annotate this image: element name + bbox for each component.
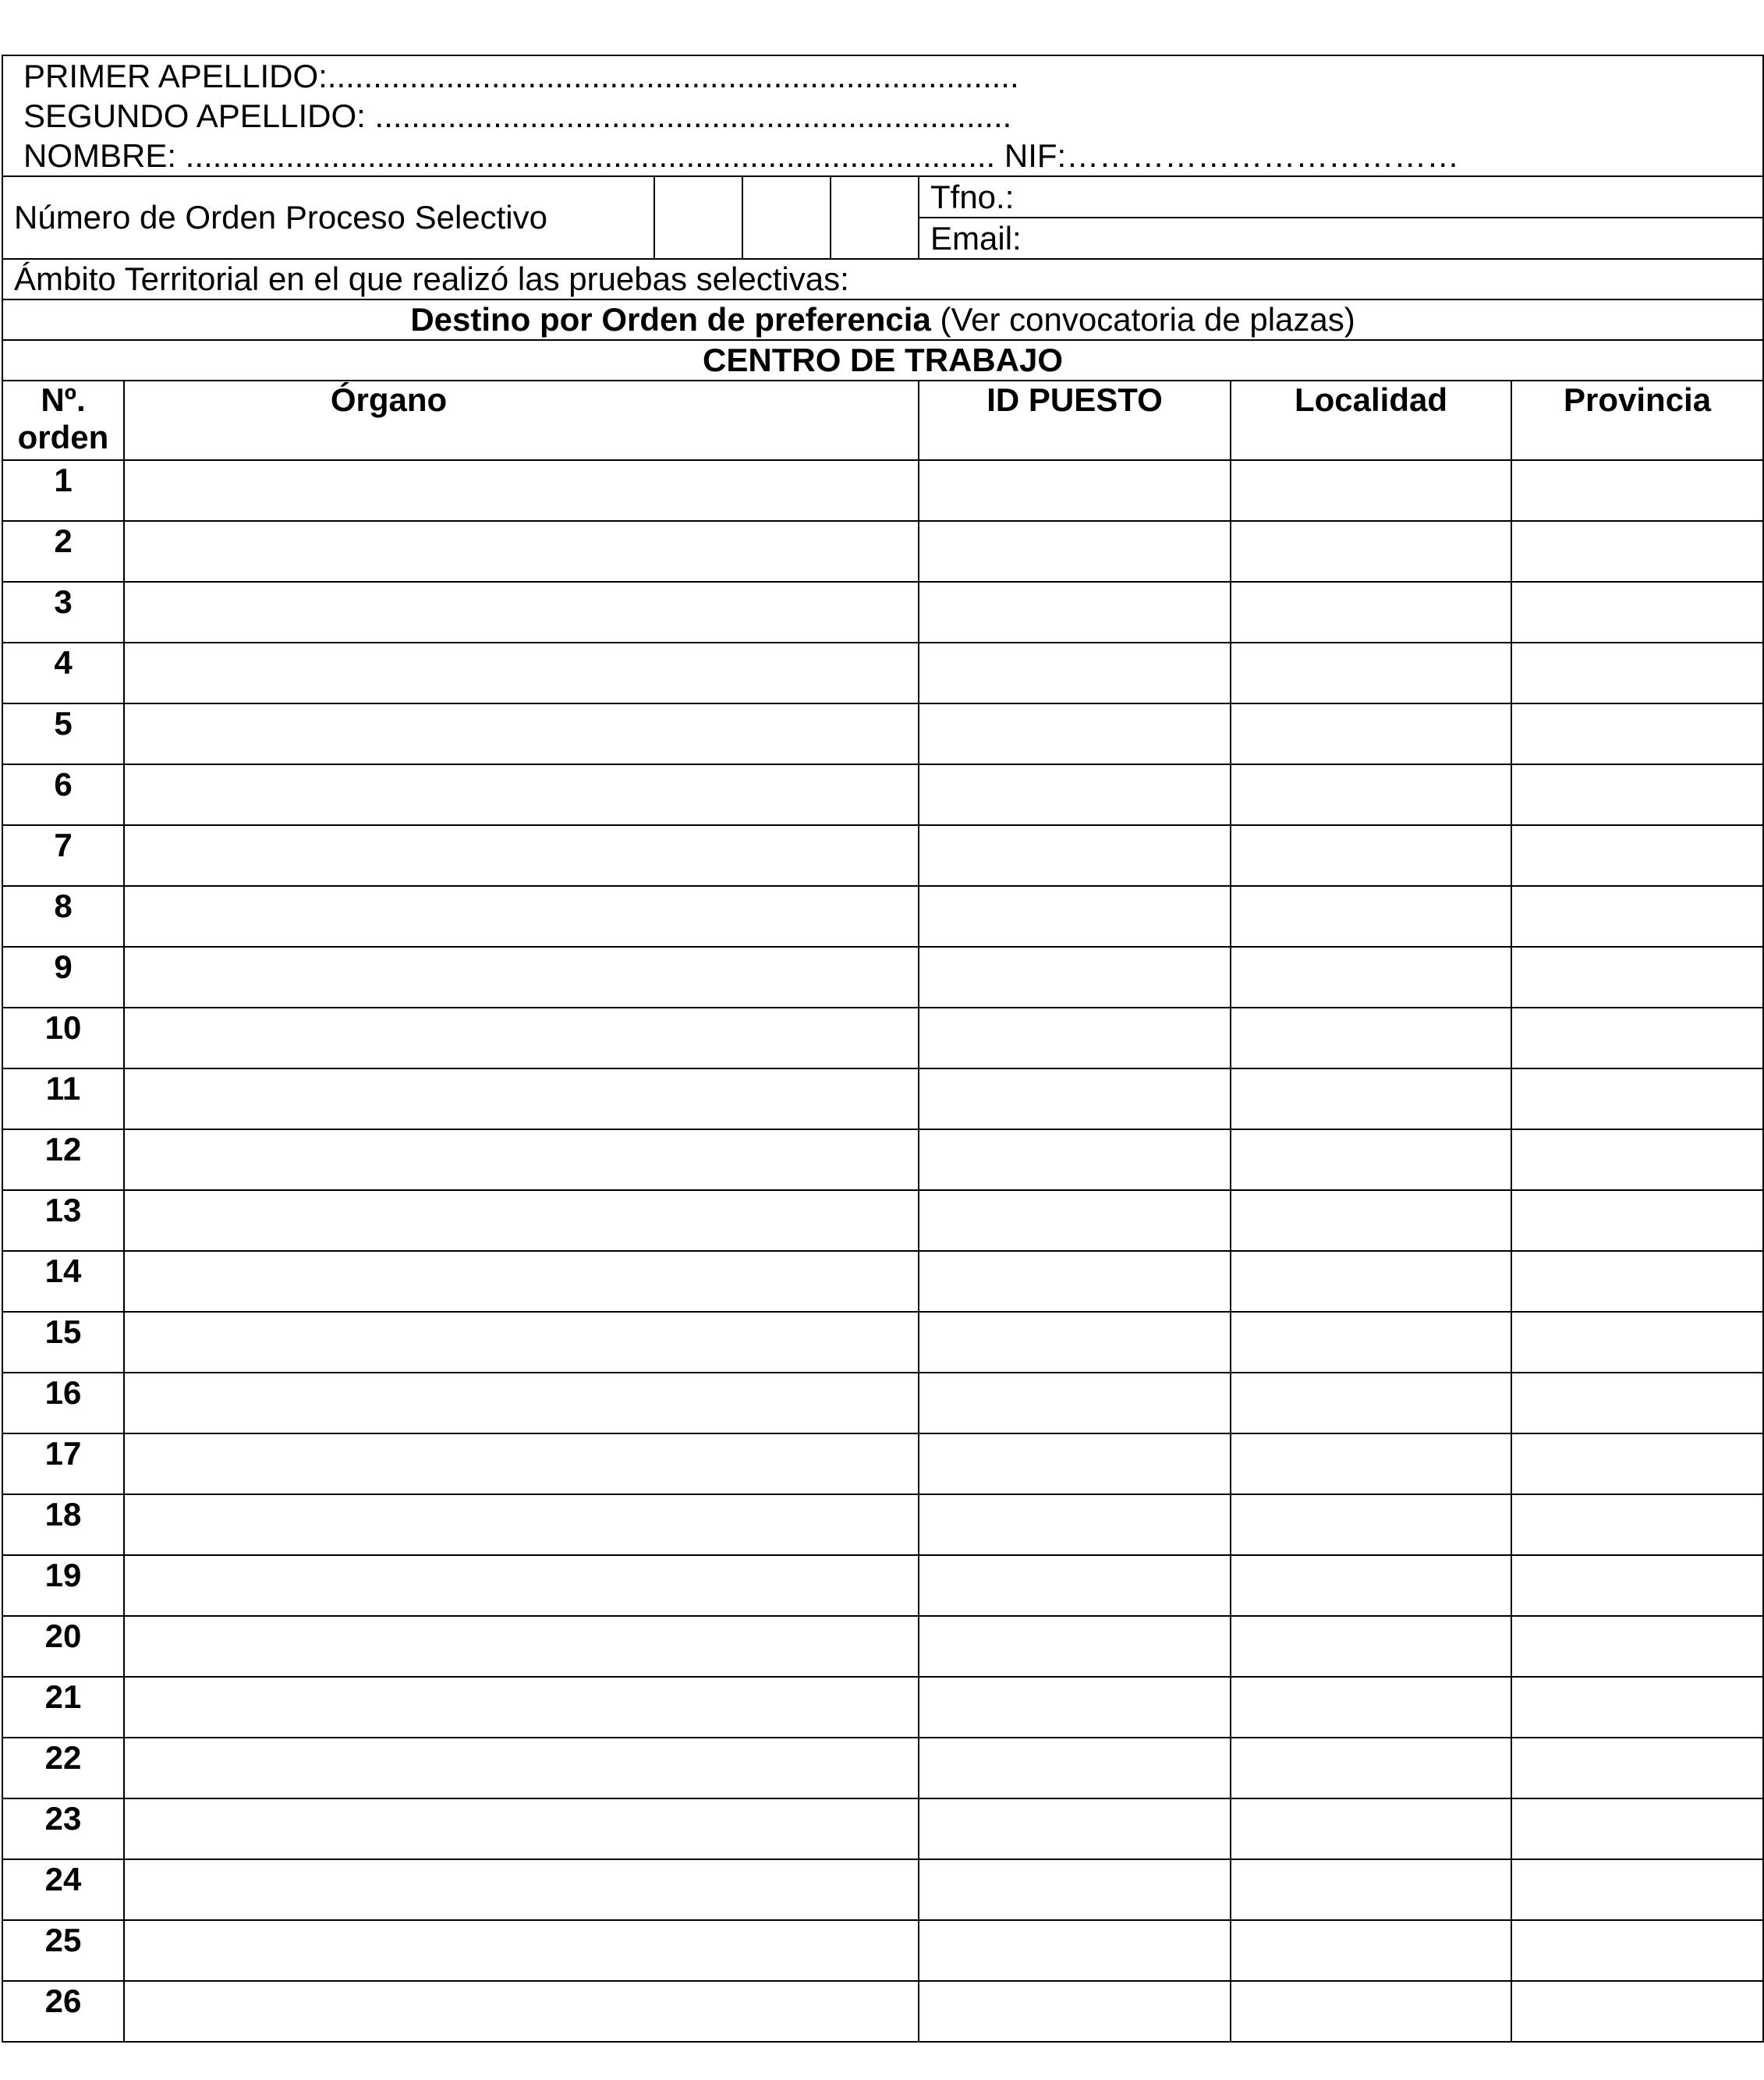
provincia-cell[interactable] xyxy=(1511,1616,1763,1677)
id-puesto-cell[interactable] xyxy=(919,1677,1231,1738)
row-number: 11 xyxy=(2,1068,124,1129)
provincia-cell[interactable] xyxy=(1511,643,1763,703)
organo-cell[interactable] xyxy=(124,703,919,764)
provincia-cell[interactable] xyxy=(1511,1798,1763,1859)
col-header-num-orden xyxy=(2,381,124,460)
row-number: 14 xyxy=(2,1251,124,1312)
row-number: 15 xyxy=(2,1312,124,1373)
id-puesto-cell[interactable] xyxy=(919,460,1231,521)
row-number: 8 xyxy=(2,886,124,947)
row-number: 21 xyxy=(2,1677,124,1738)
id-puesto-cell[interactable] xyxy=(919,886,1231,947)
provincia-cell[interactable] xyxy=(1511,703,1763,764)
table-row xyxy=(2,1129,1763,1190)
orden-box-2[interactable] xyxy=(742,176,831,259)
row-number: 22 xyxy=(2,1738,124,1798)
localidad-cell[interactable] xyxy=(1231,703,1511,764)
id-puesto-cell[interactable] xyxy=(919,1920,1231,1981)
id-puesto-cell[interactable] xyxy=(919,521,1231,582)
row-number: 7 xyxy=(2,825,124,886)
table-row xyxy=(2,1981,1763,2042)
provincia-cell[interactable] xyxy=(1511,1008,1763,1068)
row-number: 23 xyxy=(2,1798,124,1859)
table-row xyxy=(2,947,1763,1008)
table-row xyxy=(2,1920,1763,1981)
organo-cell[interactable] xyxy=(124,1920,919,1981)
orden-box-3[interactable] xyxy=(831,176,919,259)
localidad-cell[interactable] xyxy=(1231,643,1511,703)
localidad-cell[interactable] xyxy=(1231,521,1511,582)
id-puesto-cell[interactable] xyxy=(919,1494,1231,1555)
row-number: 20 xyxy=(2,1616,124,1677)
col-header-num-line1: Nº. xyxy=(41,381,86,418)
form-table xyxy=(2,55,1764,2043)
col-header-num-line2: orden xyxy=(17,419,109,455)
organo-cell[interactable] xyxy=(124,764,919,825)
table-row xyxy=(2,521,1763,582)
id-puesto-cell[interactable] xyxy=(919,1433,1231,1494)
localidad-cell[interactable] xyxy=(1231,1068,1511,1129)
id-puesto-cell[interactable] xyxy=(919,1859,1231,1920)
table-row xyxy=(2,825,1763,886)
localidad-cell[interactable] xyxy=(1231,1008,1511,1068)
row-number: 26 xyxy=(2,1981,124,2042)
provincia-cell[interactable] xyxy=(1511,1859,1763,1920)
localidad-cell[interactable] xyxy=(1231,1555,1511,1616)
row-number: 16 xyxy=(2,1373,124,1433)
organo-cell[interactable] xyxy=(124,582,919,643)
localidad-cell[interactable] xyxy=(1231,460,1511,521)
row-number: 1 xyxy=(2,460,124,521)
id-puesto-cell[interactable] xyxy=(919,947,1231,1008)
id-puesto-cell[interactable] xyxy=(919,1129,1231,1190)
id-puesto-cell[interactable] xyxy=(919,1190,1231,1251)
table-row xyxy=(2,1068,1763,1129)
table-row xyxy=(2,1859,1763,1920)
organo-cell[interactable] xyxy=(124,521,919,582)
destino-note: (Ver convocatoria de plazas) xyxy=(930,301,1355,338)
provincia-cell[interactable] xyxy=(1511,886,1763,947)
table-row xyxy=(2,1555,1763,1616)
primer-apellido-field: PRIMER APELLIDO:............................................................................ xyxy=(23,58,1019,94)
id-puesto-cell[interactable] xyxy=(919,1798,1231,1859)
localidad-cell[interactable] xyxy=(1231,1494,1511,1555)
id-puesto-cell[interactable] xyxy=(919,1981,1231,2042)
organo-cell[interactable] xyxy=(124,1677,919,1738)
organo-cell[interactable] xyxy=(124,1555,919,1616)
provincia-cell[interactable] xyxy=(1511,1373,1763,1433)
table-row xyxy=(2,1190,1763,1251)
row-number: 25 xyxy=(2,1920,124,1981)
id-puesto-cell[interactable] xyxy=(919,703,1231,764)
nombre-nif-field: NOMBRE: ......................................................................................... NIF:……………………………… xyxy=(23,137,1460,174)
row-number: 9 xyxy=(2,947,124,1008)
localidad-cell[interactable] xyxy=(1231,1798,1511,1859)
centro-trabajo-header: CENTRO DE TRABAJO xyxy=(2,340,1763,381)
table-row xyxy=(2,1798,1763,1859)
organo-cell[interactable] xyxy=(124,1981,919,2042)
localidad-cell[interactable] xyxy=(1231,764,1511,825)
table-row xyxy=(2,1312,1763,1373)
provincia-cell[interactable] xyxy=(1511,825,1763,886)
organo-cell[interactable] xyxy=(124,1190,919,1251)
localidad-cell[interactable] xyxy=(1231,947,1511,1008)
organo-cell[interactable] xyxy=(124,825,919,886)
orden-proceso-label: Número de Orden Proceso Selectivo xyxy=(2,176,654,259)
row-number: 3 xyxy=(2,582,124,643)
email-field[interactable]: Email: xyxy=(919,218,1763,259)
row-number: 10 xyxy=(2,1008,124,1068)
row-number: 17 xyxy=(2,1433,124,1494)
id-puesto-cell[interactable] xyxy=(919,1068,1231,1129)
row-number: 5 xyxy=(2,703,124,764)
provincia-cell[interactable] xyxy=(1511,947,1763,1008)
table-row xyxy=(2,1494,1763,1555)
orden-box-1[interactable] xyxy=(654,176,742,259)
provincia-cell[interactable] xyxy=(1511,1129,1763,1190)
id-puesto-cell[interactable] xyxy=(919,1616,1231,1677)
id-puesto-cell[interactable] xyxy=(919,825,1231,886)
table-row xyxy=(2,1738,1763,1798)
row-number: 6 xyxy=(2,764,124,825)
row-number: 12 xyxy=(2,1129,124,1190)
organo-cell[interactable] xyxy=(124,1494,919,1555)
localidad-cell[interactable] xyxy=(1231,1920,1511,1981)
col-header-localidad: Localidad xyxy=(1231,381,1511,460)
organo-cell[interactable] xyxy=(124,1859,919,1920)
provincia-cell[interactable] xyxy=(1511,1312,1763,1373)
provincia-cell[interactable] xyxy=(1511,1920,1763,1981)
table-row xyxy=(2,764,1763,825)
id-puesto-cell[interactable] xyxy=(919,1555,1231,1616)
provincia-cell[interactable] xyxy=(1511,1677,1763,1738)
id-puesto-cell[interactable] xyxy=(919,1738,1231,1798)
provincia-cell[interactable] xyxy=(1511,1738,1763,1798)
organo-cell[interactable] xyxy=(124,460,919,521)
organo-cell[interactable] xyxy=(124,947,919,1008)
localidad-cell[interactable] xyxy=(1231,1373,1511,1433)
localidad-cell[interactable] xyxy=(1231,1190,1511,1251)
id-puesto-cell[interactable] xyxy=(919,1312,1231,1373)
row-number: 4 xyxy=(2,643,124,703)
localidad-cell[interactable] xyxy=(1231,1129,1511,1190)
table-row xyxy=(2,1373,1763,1433)
provincia-cell[interactable] xyxy=(1511,1981,1763,2042)
localidad-cell[interactable] xyxy=(1231,1859,1511,1920)
table-row xyxy=(2,460,1763,521)
row-number: 13 xyxy=(2,1190,124,1251)
segundo-apellido-field: SEGUNDO APELLIDO: ...................................................................... xyxy=(23,97,1012,134)
localidad-cell[interactable] xyxy=(1231,1738,1511,1798)
provincia-cell[interactable] xyxy=(1511,1494,1763,1555)
table-row xyxy=(2,703,1763,764)
provincia-cell[interactable] xyxy=(1511,460,1763,521)
row-number: 24 xyxy=(2,1859,124,1920)
provincia-cell[interactable] xyxy=(1511,1433,1763,1494)
organo-cell[interactable] xyxy=(124,1251,919,1312)
destino-title: Destino por Orden de preferencia xyxy=(410,301,931,338)
destino-header xyxy=(2,299,1763,340)
provincia-cell[interactable] xyxy=(1511,764,1763,825)
table-row xyxy=(2,1251,1763,1312)
id-puesto-cell[interactable] xyxy=(919,582,1231,643)
row-number: 2 xyxy=(2,521,124,582)
provincia-cell[interactable] xyxy=(1511,521,1763,582)
id-puesto-cell[interactable] xyxy=(919,764,1231,825)
organo-cell[interactable] xyxy=(124,1798,919,1859)
table-row xyxy=(2,1616,1763,1677)
id-puesto-cell[interactable] xyxy=(919,1251,1231,1312)
organo-cell[interactable] xyxy=(124,1068,919,1129)
localidad-cell[interactable] xyxy=(1231,1251,1511,1312)
localidad-cell[interactable] xyxy=(1231,1981,1511,2042)
organo-cell[interactable] xyxy=(124,1616,919,1677)
row-number: 18 xyxy=(2,1494,124,1555)
id-puesto-cell[interactable] xyxy=(919,1008,1231,1068)
provincia-cell[interactable] xyxy=(1511,1190,1763,1251)
personal-data-cell[interactable] xyxy=(2,55,1763,176)
localidad-cell[interactable] xyxy=(1231,886,1511,947)
table-row xyxy=(2,1008,1763,1068)
id-puesto-cell[interactable] xyxy=(919,643,1231,703)
row-number: 19 xyxy=(2,1555,124,1616)
application-form xyxy=(2,55,1712,2043)
organo-cell[interactable] xyxy=(124,1433,919,1494)
table-row xyxy=(2,643,1763,703)
organo-cell[interactable] xyxy=(124,643,919,703)
provincia-cell[interactable] xyxy=(1511,1251,1763,1312)
col-header-organo: Órgano xyxy=(124,381,919,460)
table-row xyxy=(2,582,1763,643)
localidad-cell[interactable] xyxy=(1231,825,1511,886)
organo-cell[interactable] xyxy=(124,1738,919,1798)
table-row xyxy=(2,886,1763,947)
organo-cell[interactable] xyxy=(124,1008,919,1068)
table-row xyxy=(2,1677,1763,1738)
provincia-cell[interactable] xyxy=(1511,1068,1763,1129)
localidad-cell[interactable] xyxy=(1231,1677,1511,1738)
localidad-cell[interactable] xyxy=(1231,1433,1511,1494)
organo-cell[interactable] xyxy=(124,886,919,947)
col-header-id-puesto: ID PUESTO xyxy=(919,381,1231,460)
tfno-field[interactable]: Tfno.: xyxy=(919,176,1763,218)
col-header-provincia: Provincia xyxy=(1511,381,1763,460)
localidad-cell[interactable] xyxy=(1231,1312,1511,1373)
ambito-territorial-field[interactable]: Ámbito Territorial en el que realizó las pruebas selectivas: xyxy=(2,259,1763,299)
preference-rows xyxy=(2,460,1763,2042)
id-puesto-cell[interactable] xyxy=(919,1373,1231,1433)
organo-cell[interactable] xyxy=(124,1373,919,1433)
localidad-cell[interactable] xyxy=(1231,582,1511,643)
organo-cell[interactable] xyxy=(124,1312,919,1373)
table-row xyxy=(2,1433,1763,1494)
localidad-cell[interactable] xyxy=(1231,1616,1511,1677)
organo-cell[interactable] xyxy=(124,1129,919,1190)
provincia-cell[interactable] xyxy=(1511,582,1763,643)
provincia-cell[interactable] xyxy=(1511,1555,1763,1616)
